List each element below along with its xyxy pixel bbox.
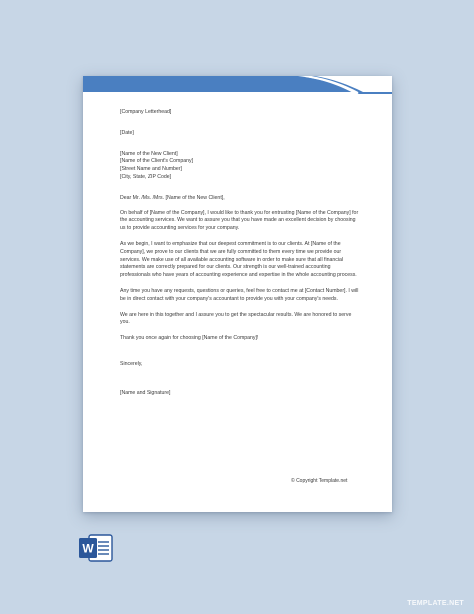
letter-document bbox=[83, 76, 392, 512]
copyright-notice: © Copyright Template.net bbox=[291, 478, 348, 484]
word-icon-graphic bbox=[78, 533, 114, 563]
body-paragraph: We are here in this together and I assure you to get the spectacular results. We are honored to serve you. bbox=[120, 311, 352, 326]
closing: Sincerely, bbox=[120, 360, 143, 367]
word-icon-letter: W bbox=[82, 541, 94, 556]
body-paragraph: On behalf of [Name of the Company], I would like to thank you for entrusting [Name of the Company] for the accounting services. We want to assure you that you have made an excellent decision by choosing us to provide accounting services for your company. bbox=[120, 209, 359, 232]
template-watermark: TEMPLATE.NET bbox=[407, 600, 464, 607]
salutation: Dear Mr. /Ms. /Mrs. [Name of the New Client], bbox=[120, 194, 225, 201]
address-line: [Name of the Client's Company] bbox=[120, 158, 194, 165]
body-paragraph: Thank you once again for choosing [Name of the Company]! bbox=[120, 335, 259, 342]
body-paragraph: Any time you have any requests, questions or queries, feel free to contact me at [Contact Number]. I will be in direct contact with your company's accountant to provide you with your company's needs. bbox=[120, 287, 359, 302]
body-paragraph: As we begin, I want to emphasize that our deepest commitment is to our clients. At [Name of the Company], we prove to our clients that we are fully committed to them every time we provide our services. We make use of all available accounting software in order to make sure that all financial statements are correctly prepared for our clients. Our strength is our well-trained accounting professionals who have years of accounting experience and expertise in the whole accounting process. bbox=[120, 240, 357, 279]
header-wave-graphic bbox=[83, 76, 392, 94]
letterhead-placeholder: [Company Letterhead] bbox=[120, 109, 172, 115]
address-line: [Street Name and Number] bbox=[120, 166, 182, 173]
recipient-address bbox=[120, 151, 360, 182]
signature-placeholder: [Name and Signature] bbox=[120, 389, 171, 396]
address-line: [City, State, ZIP Code] bbox=[120, 173, 172, 180]
header-band bbox=[83, 76, 392, 94]
microsoft-word-icon[interactable] bbox=[78, 533, 114, 563]
address-line: [Name of the New Client] bbox=[120, 150, 178, 157]
date-placeholder: [Date] bbox=[120, 129, 134, 136]
letter-body bbox=[120, 109, 360, 398]
